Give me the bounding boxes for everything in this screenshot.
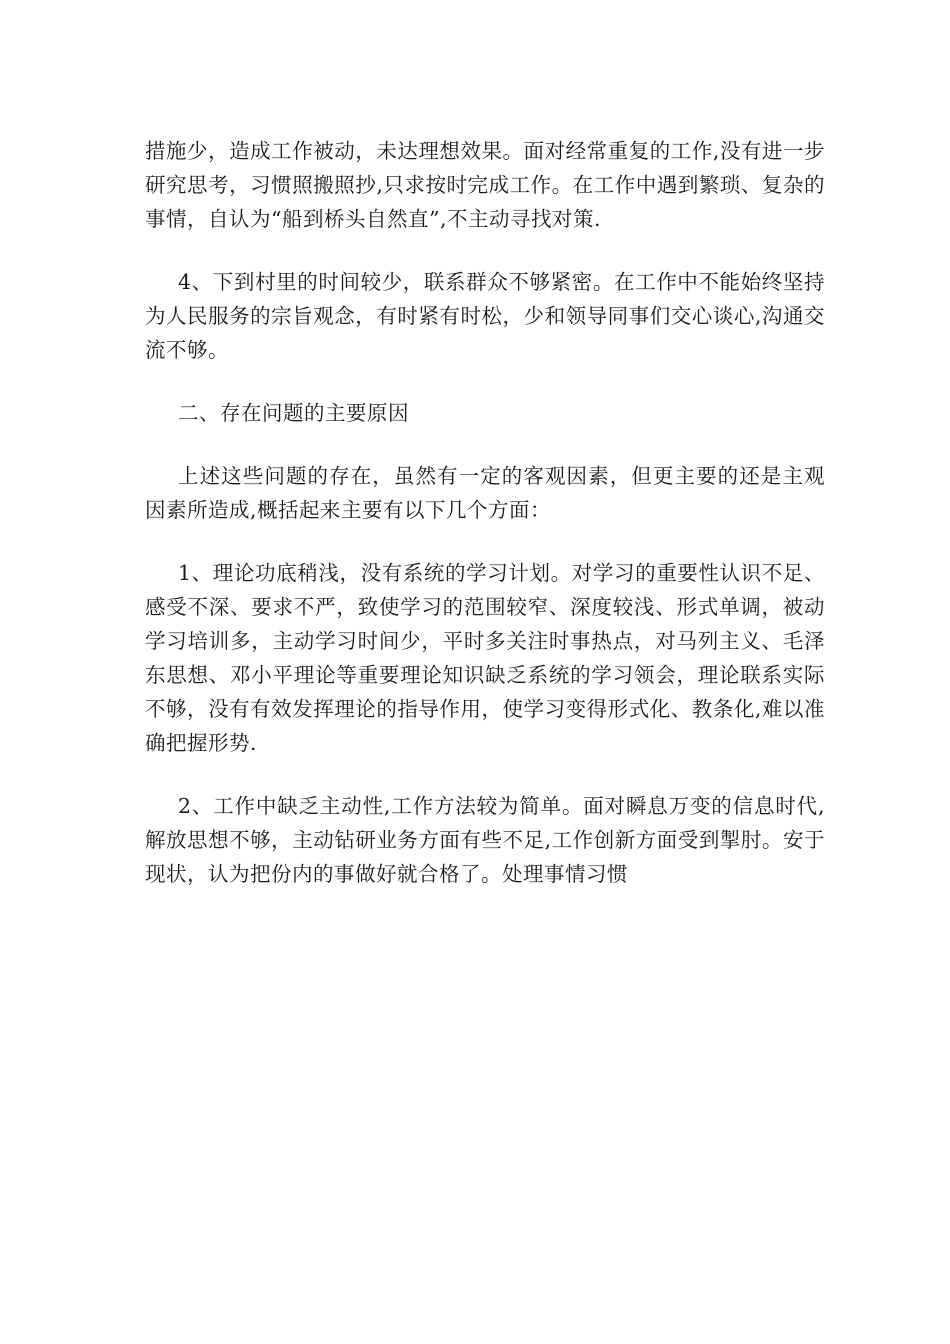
- section-heading: 二、存在问题的主要原因: [178, 401, 409, 425]
- paragraph-item-2: 2、工作中缺乏主动性,工作方法较为简单。面对瞬息万变的信息时代,解放思想不够，主动钻研业务方面有些不足,工作创新方面受到掣肘。安于现状，认为把份内的事做好就合格了。处理事情习惯: [145, 794, 825, 886]
- paragraph-item-1: 1、理论功底稍浅，没有系统的学习计划。对学习的重要性认识不足、感受不深、要求不严，致使学习的范围较窄、深度较浅、形式单调，被动学习培训多，主动学习时间少，平时多关注时事热点，对马列主义、毛泽东思想、邓小平理论等重要理论知识缺乏系统的学习领会，理论联系实际不够，没有有效发挥理论的指导作用，使学习变得形式化、教条化,难以准确把握形势.: [145, 561, 825, 755]
- paragraph-intro: 上述这些问题的存在，虽然有一定的客观因素，但更主要的还是主观因素所造成,概括起来主要有以下几个方面：: [145, 464, 825, 522]
- paragraph-item-4: 4、下到村里的时间较少，联系群众不够紧密。在工作中不能始终坚持为人民服务的宗旨观念，有时紧有时松，少和领导同事们交心谈心,沟通交流不够。: [145, 270, 825, 362]
- document-body: [145, 134, 825, 920]
- paragraph-continuation: 措施少，造成工作被动，未达理想效果。面对经常重复的工作,没有进一步研究思考，习惯照搬照抄,只求按时完成工作。在工作中遇到繁琐、复杂的事情，自认为“船到桥头自然直”,不主动寻找对策.: [145, 139, 825, 231]
